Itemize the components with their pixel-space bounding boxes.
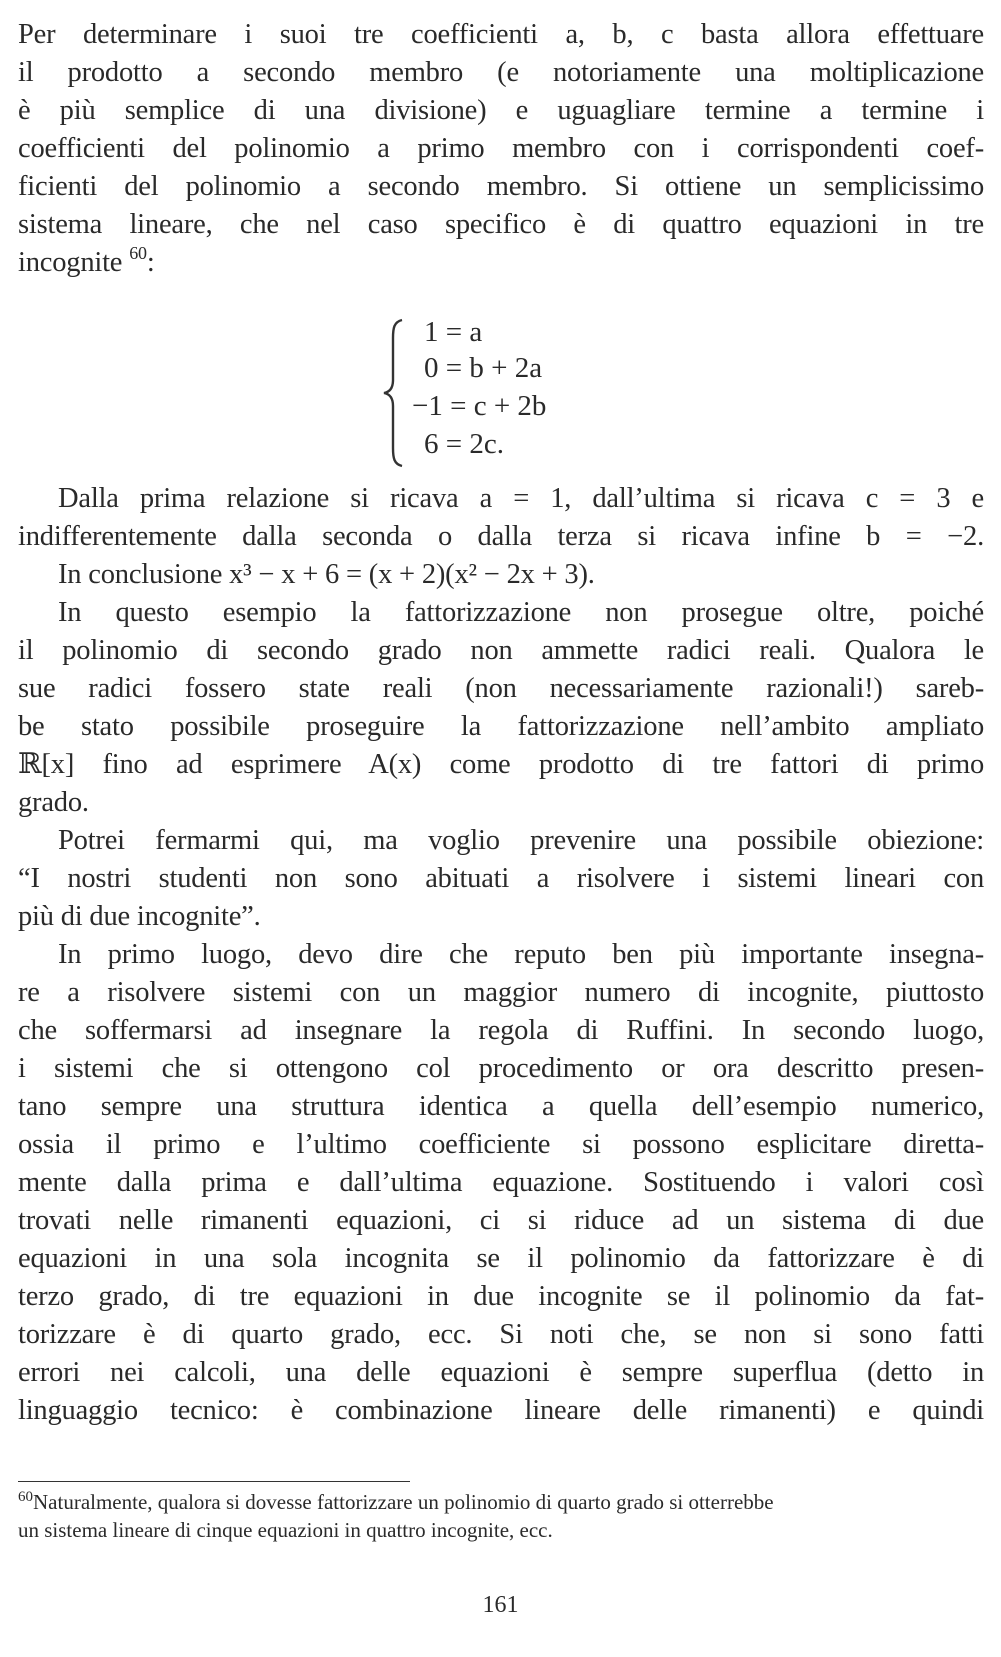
footnote-reference[interactable]: 60 (129, 243, 147, 263)
footnote-number: 60 (18, 1489, 33, 1505)
footnote-line-2: un sistema lineare di cinque equazioni in quattro incognite, ecc. (18, 1518, 553, 1542)
paragraph-2-line-1: Dalla prima relazione si ricava a = 1, dall’ultima si ricava c = 3 e (58, 483, 984, 514)
paragraph-6-line-7: mente dalla prima e dall’ultima equazione. Sostituendo i valori così (18, 1167, 984, 1198)
paragraph-4-line-6: grado. (18, 787, 89, 818)
equation-1: 1 = a (424, 316, 483, 348)
paragraph-6-line-4: i sistemi che si ottengono col procedimento or ora descritto presen- (18, 1053, 984, 1084)
paragraph-1-line-6: sistema lineare, che nel caso specifico è di quattro equazioni in tre (18, 209, 984, 240)
paragraph-6-line-10: terzo grado, di tre equazioni in due incognite se il polinomio da fat- (18, 1281, 984, 1312)
equation-system (382, 318, 642, 468)
equation-4: 6 = 2c. (424, 428, 504, 460)
footnote-text-1: Naturalmente, qualora si dovesse fattorizzare un polinomio di quarto grado si otterrebbe (33, 1490, 774, 1514)
paragraph-1-line-4: coefficienti del polinomio a primo membro con i corrispondenti coef- (18, 133, 984, 164)
left-brace-icon (382, 318, 406, 468)
equation-3: −1 = c + 2b (412, 390, 547, 422)
paragraph-4-line-1: In questo esempio la fattorizzazione non prosegue oltre, poiché (58, 597, 984, 628)
paragraph-6-line-6: ossia il primo e l’ultimo coefficiente si possono esplicitare diretta- (18, 1129, 984, 1160)
colon: : (146, 247, 155, 278)
paragraph-6-line-11: torizzare è di quarto grado, ecc. Si noti che, se non si sono fatti (18, 1319, 984, 1350)
paragraph-6-line-8: trovati nelle rimanenti equazioni, ci si riduce ad un sistema di due (18, 1205, 984, 1236)
paragraph-5-line-3: più di due incognite”. (18, 901, 261, 932)
paragraph-2-line-2: indifferentemente dalla seconda o dalla terza si ricava infine b = −2. (18, 521, 984, 552)
paragraph-6-line-13: linguaggio tecnico: è combinazione lineare delle rimanenti) e quindi (18, 1395, 984, 1426)
paragraph-3-line-1: In conclusione x³ − x + 6 = (x + 2)(x² − 2x + 3). (58, 559, 595, 590)
paragraph-1-line-1: Per determinare i suoi tre coefficienti a, b, c basta allora effettuare (18, 19, 984, 50)
paragraph-5-line-2: “I nostri studenti non sono abituati a risolvere i sistemi lineari con (18, 863, 984, 894)
page-number: 161 (482, 1592, 519, 1618)
paragraph-4-line-5: ℝ[x] fino ad esprimere A(x) come prodotto di tre fattori di primo (18, 749, 984, 780)
equation-2: 0 = b + 2a (424, 352, 543, 384)
paragraph-6-line-5: tano sempre una struttura identica a quella dell’esempio numerico, (18, 1091, 984, 1122)
paragraph-5-line-1: Potrei fermarmi qui, ma voglio prevenire una possibile obiezione: (58, 825, 984, 856)
paragraph-1-line-7 (18, 244, 984, 282)
paragraph-1-line-2: il prodotto a secondo membro (e notoriamente una moltiplicazione (18, 57, 984, 88)
paragraph-6-line-2: re a risolvere sistemi con un maggior numero di incognite, piuttosto (18, 977, 984, 1008)
paragraph-4-line-4: be stato possibile proseguire la fattorizzazione nell’ambito ampliato (18, 711, 984, 742)
paragraph-1-line-5: ficienti del polinomio a secondo membro. Si ottiene un semplicissimo (18, 171, 984, 202)
paragraph-4-line-2: il polinomio di secondo grado non ammette radici reali. Qualora le (18, 635, 984, 666)
paragraph-6-line-1: In primo luogo, devo dire che reputo ben più importante insegna- (58, 939, 984, 970)
paragraph-6-line-9: equazioni in una sola incognita se il polinomio da fattorizzare è di (18, 1243, 984, 1274)
paragraph-6-line-12: errori nei calcoli, una delle equazioni è sempre superflua (detto in (18, 1357, 984, 1388)
paragraph-4-line-3: sue radici fossero state reali (non necessariamente razionali!) sareb- (18, 673, 984, 704)
footnote-line-1 (18, 1488, 984, 1516)
paragraph-1-last-text: incognite (18, 247, 123, 278)
paragraph-6-line-3: che soffermarsi ad insegnare la regola di Ruffini. In secondo luogo, (18, 1015, 984, 1046)
footnote-rule (18, 1481, 410, 1482)
paragraph-1-line-3: è più semplice di una divisione) e uguagliare termine a termine i (18, 95, 984, 126)
